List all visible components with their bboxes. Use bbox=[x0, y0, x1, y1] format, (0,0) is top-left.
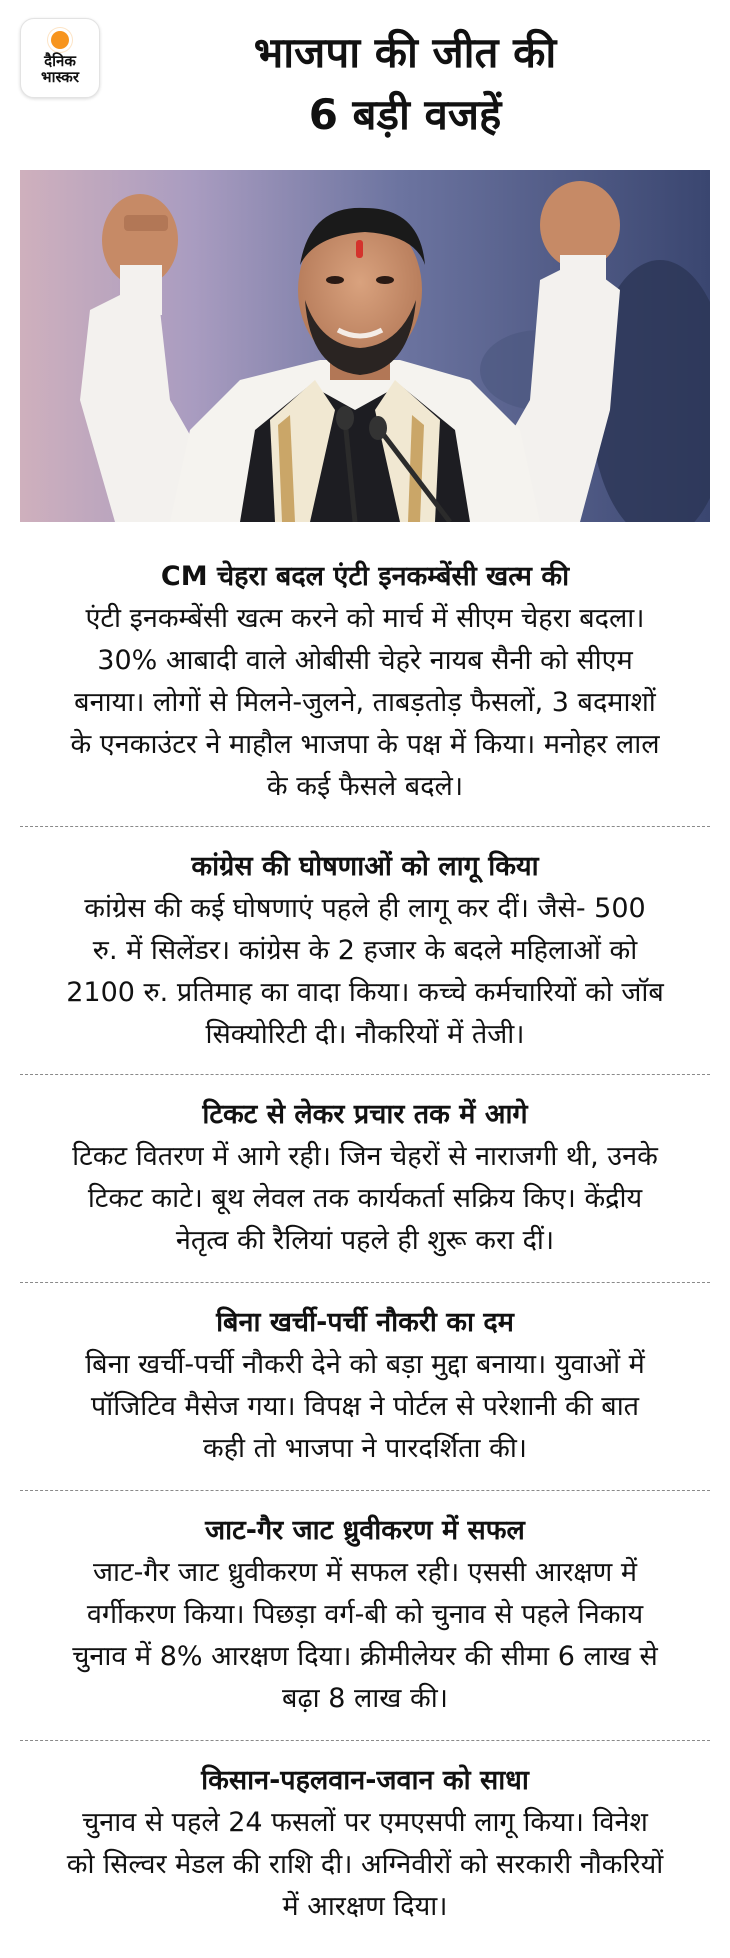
reason-5-line-3: चुनाव में 8% आरक्षण दिया। क्रीमीलेयर की सीमा 6 लाख से bbox=[72, 1641, 658, 1672]
reason-3-line-2: टिकट काटे। बूथ लेवल तक कार्यकर्ता सक्रिय किए। केंद्रीय bbox=[87, 1183, 643, 1214]
reason-1-line-5: के कई फैसले बदले। bbox=[266, 771, 464, 802]
reason-6 bbox=[20, 1760, 710, 1928]
reason-5-line-2: वर्गीकरण किया। पिछड़ा वर्ग-बी को चुनाव से पहले निकाय bbox=[86, 1599, 644, 1630]
reason-2-line-2: रु. में सिलेंडर। कांग्रेस के 2 हजार के बदले महिलाओं को bbox=[92, 935, 638, 966]
divider bbox=[20, 1074, 710, 1075]
politician-illustration bbox=[20, 170, 710, 522]
reason-2-heading: कांग्रेस की घोषणाओं को लागू किया bbox=[191, 851, 539, 882]
reason-4-line-1: बिना खर्ची-पर्ची नौकरी देने को बड़ा मुद्दा बनाया। युवाओं में bbox=[85, 1349, 645, 1380]
title-line-2: 6 बड़ी वजहें bbox=[308, 90, 502, 139]
reason-5 bbox=[20, 1510, 710, 1720]
reason-2-line-4: सिक्योरिटी दी। नौकरियों में तेजी। bbox=[205, 1019, 525, 1050]
title-line-1: भाजपा की जीत की bbox=[253, 28, 557, 77]
dainik-bhaskar-logo bbox=[20, 18, 100, 98]
logo-line-1: दैनिक bbox=[44, 52, 76, 70]
reason-5-heading: जाट-गैर जाट ध्रुवीकरण में सफल bbox=[205, 1515, 525, 1546]
sun-icon bbox=[51, 31, 69, 49]
divider bbox=[20, 826, 710, 827]
reason-1 bbox=[20, 556, 710, 808]
divider bbox=[20, 1282, 710, 1283]
logo-line-2: भास्कर bbox=[41, 68, 79, 86]
reason-3-line-3: नेतृत्व की रैलियां पहले ही शुरू करा दीं। bbox=[175, 1225, 555, 1256]
page-title bbox=[120, 22, 690, 146]
reason-1-line-4: के एनकाउंटर ने माहौल भाजपा के पक्ष में किया। मनोहर लाल bbox=[70, 729, 660, 760]
reason-1-heading: CM चेहरा बदल एंटी इनकम्बेंसी खत्म की bbox=[160, 561, 570, 592]
reason-6-heading: किसान-पहलवान-जवान को साधा bbox=[201, 1765, 529, 1796]
reason-6-line-2: को सिल्वर मेडल की राशि दी। अग्निवीरों को सरकारी नौकरियों bbox=[66, 1849, 664, 1880]
reason-4 bbox=[20, 1302, 710, 1470]
reason-1-line-1: एंटी इनकम्बेंसी खत्म करने को मार्च में सीएम चेहरा बदला। bbox=[85, 603, 645, 634]
reason-2 bbox=[20, 846, 710, 1056]
reason-1-line-3: बनाया। लोगों से मिलने-जुलने, ताबड़तोड़ फैसलों, 3 बदमाशों bbox=[74, 687, 656, 718]
reason-4-line-2: पॉजिटिव मैसेज गया। विपक्ष ने पोर्टल से परेशानी की बात bbox=[90, 1391, 640, 1422]
divider bbox=[20, 1740, 710, 1741]
reason-1-line-2: 30% आबादी वाले ओबीसी चेहरे नायब सैनी को सीएम bbox=[97, 645, 633, 676]
divider bbox=[20, 1490, 710, 1491]
reason-3-heading: टिकट से लेकर प्रचार तक में आगे bbox=[202, 1099, 528, 1130]
reason-3-line-1: टिकट वितरण में आगे रही। जिन चेहरों से नाराजगी थी, उनके bbox=[72, 1141, 658, 1172]
reason-4-heading: बिना खर्ची-पर्ची नौकरी का दम bbox=[216, 1307, 514, 1338]
reason-2-line-3: 2100 रु. प्रतिमाह का वादा किया। कच्चे कर्मचारियों को जॉब bbox=[66, 977, 664, 1008]
reason-5-line-4: बढ़ा 8 लाख की। bbox=[282, 1683, 448, 1714]
reason-5-line-1: जाट-गैर जाट ध्रुवीकरण में सफल रही। एससी आरक्षण में bbox=[92, 1557, 638, 1588]
reason-6-line-1: चुनाव से पहले 24 फसलों पर एमएसपी लागू किया। विनेश bbox=[82, 1807, 648, 1838]
reason-4-line-3: कही तो भाजपा ने पारदर्शिता की। bbox=[202, 1433, 528, 1464]
hero-photo bbox=[20, 170, 710, 522]
reason-2-line-1: कांग्रेस की कई घोषणाएं पहले ही लागू कर दीं। जैसे- 500 bbox=[84, 893, 646, 924]
reason-3 bbox=[20, 1094, 710, 1262]
reason-6-line-3: में आरक्षण दिया। bbox=[282, 1891, 448, 1922]
